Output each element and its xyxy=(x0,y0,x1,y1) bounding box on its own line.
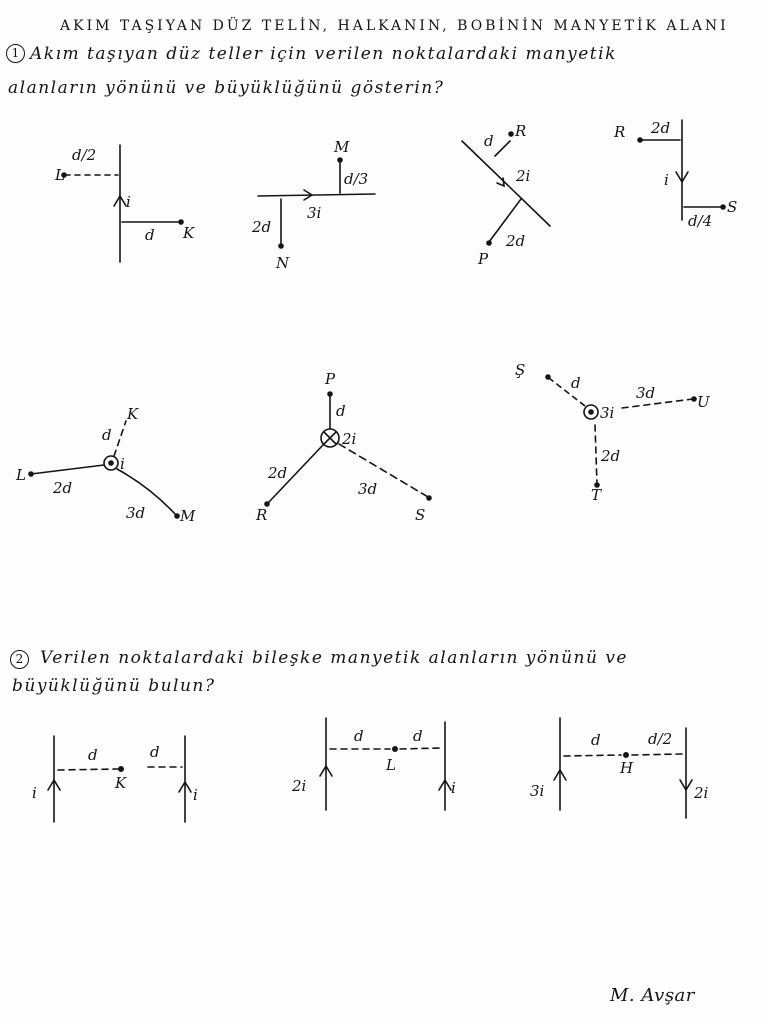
question-1-number: 1 xyxy=(6,44,25,63)
label-2d: 2d xyxy=(268,464,288,482)
label-R: R xyxy=(515,122,527,140)
label-current-i-left: i xyxy=(32,784,37,802)
label-M: M xyxy=(180,507,196,525)
label-current-i: i xyxy=(120,455,125,473)
label-current-3i: 3i xyxy=(530,782,545,800)
label-current-i: i xyxy=(451,779,456,797)
label-K: K xyxy=(183,224,195,242)
point-P xyxy=(487,241,491,245)
figure-3-straight-wire xyxy=(462,122,550,268)
label-d: d xyxy=(145,226,155,244)
question-2-text-line-1: Verilen noktalardaki bileşke manyetik alanların yönünü ve xyxy=(40,648,628,668)
point-H xyxy=(624,753,628,757)
label-d: d xyxy=(484,132,494,150)
author-signature: M. Avşar xyxy=(610,985,695,1006)
label-R: R xyxy=(256,506,268,524)
point-M xyxy=(175,514,179,518)
distance-line-K xyxy=(114,421,126,456)
label-H: H xyxy=(620,759,634,777)
label-current-2i: 2i xyxy=(292,777,307,795)
label-L: L xyxy=(386,756,396,774)
question-2-text-line-2: büyüklüğünü bulun? xyxy=(12,676,216,696)
label-current-3i: 3i xyxy=(600,404,615,422)
wire xyxy=(462,141,550,226)
figure-2-straight-wire xyxy=(251,138,375,272)
label-d-half: d/2 xyxy=(648,730,673,748)
point-L xyxy=(29,472,33,476)
label-d: d xyxy=(571,374,581,392)
label-d-right: d xyxy=(413,727,423,745)
point-R xyxy=(509,132,513,136)
label-d-third: d/3 xyxy=(344,170,369,188)
label-S-cedilla: Ş xyxy=(515,361,526,379)
question-1-text-line-1: Akım taşıyan düz teller için verilen noktalardaki manyetik xyxy=(30,44,617,64)
point-R xyxy=(638,138,642,142)
point-S xyxy=(546,375,550,379)
point-S xyxy=(427,496,431,500)
label-N: N xyxy=(276,254,290,272)
label-M: M xyxy=(334,138,350,156)
label-d-left: d xyxy=(88,746,98,764)
label-2d: 2d xyxy=(506,232,526,250)
question-2-number: 2 xyxy=(10,650,29,669)
label-K: K xyxy=(115,774,127,792)
figure-1-straight-wire xyxy=(54,145,195,262)
label-d-half: d/2 xyxy=(72,146,97,164)
label-2d: 2d xyxy=(651,119,671,137)
label-d: d xyxy=(591,731,601,749)
distance-line-L xyxy=(31,465,104,474)
label-d-left: d xyxy=(354,727,364,745)
label-L: L xyxy=(16,466,26,484)
q2-figure-2-parallel-wires xyxy=(291,718,456,810)
q2-figure-3-antiparallel-wires xyxy=(530,718,709,818)
label-P: P xyxy=(325,370,336,388)
label-3d: 3d xyxy=(358,480,378,498)
point-P xyxy=(328,392,332,396)
point-K xyxy=(119,767,123,771)
label-3d: 3d xyxy=(636,384,656,402)
label-2d: 2d xyxy=(252,218,272,236)
wire xyxy=(258,194,375,196)
label-current-i-right: i xyxy=(193,786,198,804)
label-current-2i: 2i xyxy=(516,167,531,185)
distance-line-U xyxy=(622,399,693,408)
point-U xyxy=(692,397,696,401)
point-L xyxy=(393,747,397,751)
label-d-quarter: d/4 xyxy=(688,212,713,230)
label-2d: 2d xyxy=(53,479,73,497)
label-P: P xyxy=(478,250,489,268)
question-1-text-line-2: alanların yönünü ve büyüklüğünü gösterin? xyxy=(8,78,445,98)
point-M xyxy=(338,158,342,162)
label-d-right: d xyxy=(150,743,160,761)
label-T: T xyxy=(591,486,602,504)
point-N xyxy=(279,244,283,248)
label-current-i: i xyxy=(126,193,131,211)
label-R: R xyxy=(614,123,626,141)
worksheet-title: AKIM TAŞIYAN DÜZ TELİN, HALKANIN, BOBİNİN MANYETİK ALANI xyxy=(60,18,729,34)
q2-figure-1-parallel-wires xyxy=(32,736,198,822)
distance-line-T xyxy=(595,425,597,484)
label-current-i: i xyxy=(664,171,669,189)
label-L: L xyxy=(55,166,65,184)
distance-line-R xyxy=(495,141,510,156)
label-U: U xyxy=(697,393,710,411)
label-2d: 2d xyxy=(601,447,621,465)
figure-6-wire-into-page xyxy=(255,370,431,524)
label-S: S xyxy=(727,198,738,216)
label-S: S xyxy=(415,506,426,524)
label-current-3i: 3i xyxy=(307,204,322,222)
point-S xyxy=(721,205,725,209)
label-current-2i: 2i xyxy=(694,784,709,802)
label-d: d xyxy=(102,426,112,444)
label-current-2i: 2i xyxy=(342,430,357,448)
label-d: d xyxy=(336,402,346,420)
label-K: K xyxy=(127,405,139,423)
figure-4-straight-wire xyxy=(613,119,737,230)
distance-line-S xyxy=(339,444,428,497)
figure-7-wire-out-of-page xyxy=(515,361,711,504)
figure-5-wire-out-of-page xyxy=(15,405,196,525)
label-3d: 3d xyxy=(126,504,146,522)
